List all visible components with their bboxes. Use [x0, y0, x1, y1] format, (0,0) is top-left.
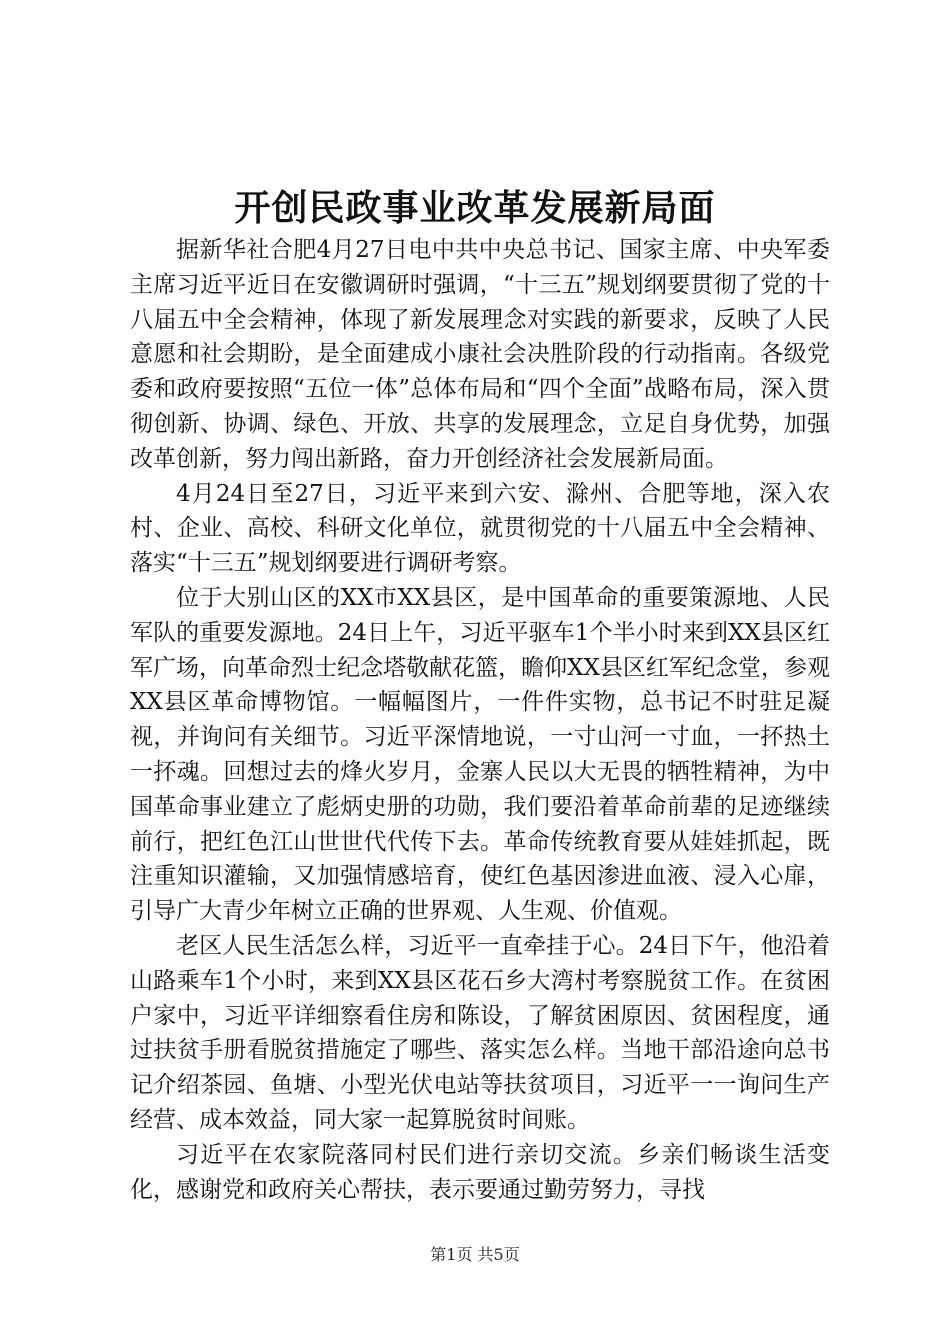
paragraph-2: 4月24日至27日，习近平来到六安、滁州、合肥等地，深入农村、企业、高校、科研文化单位，就贯彻党的十八届五中全会精神、落实“十三五”规划纲要进行调研考察。	[130, 480, 830, 577]
document-title: 开创民政事业改革发展新局面	[234, 187, 716, 229]
paragraph-1: 据新华社合肥4月27日电中共中央总书记、国家主席、中央军委主席习近平近日在安徽调研时强调，“十三五”规划纲要贯彻了党的十八届五中全会精神，体现了新发展理念对实践的新要求，反映了人民意愿和社会期盼，是全面建成小康社会决胜阶段的行动指南。各级党委和政府要按照“五位一体”总体布局和“四个全面”战略布局，深入贯彻创新、协调、绿色、开放、共享的发展理念，立足自身优势，加强改革创新，努力闯出新路，奋力开创经济社会发展新局面。	[130, 237, 830, 472]
paragraph-3: 位于大别山区的XX市XX县区，是中国革命的重要策源地、人民军队的重要发源地。24日上午，习近平驱车1个半小时来到XX县区红军广场，向革命烈士纪念塔敬献花篮，瞻仰XX县区红军纪念堂，参观XX县区革命博物馆。一幅幅图片，一件件实物，总书记不时驻足凝视，并询问有关细节。习近平深情地说，一寸山河一寸血，一抔热土一抔魂。回想过去的烽火岁月，金寨人民以大无畏的牺牲精神，为中国革命事业建立了彪炳史册的功勋，我们要沿着革命前辈的足迹继续前行，把红色江山世世代代传下去。革命传统教育要从娃娃抓起，既注重知识灌输，又加强情感培育，使红色基因渗进血液、浸入心扉，引导广大青少年树立正确的世界观、人生观、价值观。	[130, 584, 830, 925]
page-number-footer: 第1页 共5页	[430, 1245, 520, 1264]
document-body	[130, 233, 830, 1207]
paragraph-5: 习近平在农家院落同村民们进行亲切交流。乡亲们畅谈生活变化，感谢党和政府关心帮扶，表示要通过勤劳努力，寻找	[130, 1141, 830, 1203]
paragraph-4: 老区人民生活怎么样，习近平一直牵挂于心。24日下午，他沿着山路乘车1个小时，来到XX县区花石乡大湾村考察脱贫工作。在贫困户家中，习近平详细察看住房和陈设，了解贫困原因、贫困程度，通过扶贫手册看脱贫措施定了哪些、落实怎么样。当地干部沿途向总书记介绍茶园、鱼塘、小型光伏电站等扶贫项目，习近平一一询问生产经营、成本效益，同大家一起算脱贫时间账。	[130, 932, 830, 1133]
